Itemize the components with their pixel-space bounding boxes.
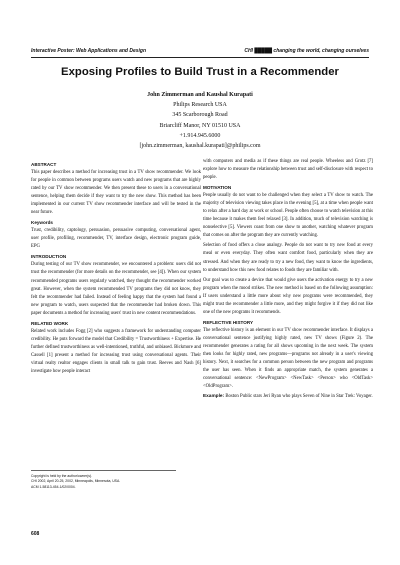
header-track: Interactive Poster: Web Applications and Design xyxy=(31,48,147,54)
motivation-paragraph-2: Selection of food offers a close analogy. People do not want to try new food at every meal or even everyday. They often want comfort food, particularly when they are stressed. And when they are ready to try a new food, they want to know the ingredients, to understand how this new food relates to foods they are familiar with. xyxy=(203,243,373,273)
copyright-notice xyxy=(31,470,176,490)
keywords-heading: Keywords xyxy=(31,220,53,226)
address-line-1: 345 Scarborough Road xyxy=(172,112,228,119)
affiliation: Philips Research USA xyxy=(173,102,227,109)
related-work-heading: RELATED WORK xyxy=(31,320,69,326)
abstract-heading: ABSTRACT xyxy=(31,162,57,167)
reflective-history-heading: REFLECTIVE HISTORY xyxy=(203,319,254,325)
left-column xyxy=(31,159,201,378)
example-label: Example: xyxy=(203,394,225,400)
page-number: 608 xyxy=(31,531,40,537)
related-work-text: Related work includes Fogg [2] who suggests a framework for understanding computer credibility. He puts forward the model that Credibility = Trustworthiness + Expertise. He further defined trustworthiness as well-intentioned, truthful, and unbiased. Bickmore and Cassell [1] present a method for increasing trust using conversational agents. Their virtual realty realtor engages clients in small talk to gain trust. Reeves and Nash [6] investigate how people interact xyxy=(31,328,201,374)
address-line-2: Briarcliff Manor, NY 01510 USA xyxy=(159,122,241,129)
email: [john.zimmerman, kaushal.kurapati]@philips.com xyxy=(139,143,261,150)
motivation-paragraph-1: People usually do not want to be challenged when they select a TV show to watch. The majority of television viewing takes place in the evening [5], at a time when people want to relax after a hard day at work or school. People often choose to watch television at this time because it makes them feel relaxed [3]. In addition, much of television watching is nonselective [5]. Viewers coast from one show to another, watching whatever program that comes on after the program they are currently watching. xyxy=(203,193,373,239)
keywords-text: Trust, credibility, captology, persuasion, persuasive computing, conversational agent, user profile, profiling, recommender, TV, interface design, electronic program guide, EPG xyxy=(31,228,201,250)
reflective-history-text: The reflective history is an element in our TV show recommender interface. It displays a conversational sentence justifying highly rated, new TV shows (Figure 2). The recommender generates a rating for all shows upcoming in the next week. The system then looks for highly rated, new programs—programs not already in a user's viewing history. Next, it searches for a common person between the new program and programs the user has seen. When it finds an appropriate match, the system generates a conversational sentence: <NewProgram> <NewTask> <Person> who <OldTask> <OldProgram>. xyxy=(203,327,373,390)
header-conference: CHI █████ changing the world, changing ourselves xyxy=(244,48,369,54)
author-block xyxy=(31,90,369,151)
copyright-line-1: Copyright is held by the author/owner(s). xyxy=(31,474,93,478)
right-column xyxy=(203,158,373,401)
example-sentence xyxy=(203,393,373,401)
introduction-text: During testing of our TV show recommender, we encountered a problem: users did not trust the recommender (for more details on the recommender, see [4]). When our system recommended programs users regularly watched, they thought the recommender worked great. However, when the system recommended TV programs they did not know, they felt the recommender had failed. Instead of feeling happy that the system had found a new program to watch, users suspected that the recommender had broken down. This paper documents a method for increasing users' trust in new content recommendations. xyxy=(31,262,201,316)
motivation-heading: MOTIVATION xyxy=(203,185,232,191)
paper-title: Exposing Profiles to Build Trust in a Recommender xyxy=(60,66,339,78)
phone: +1.914.945.6000 xyxy=(179,132,221,139)
conference-header xyxy=(31,47,369,58)
related-work-continued: with computers and media as if these things are real people. Wheeless and Grotz [7] explore how to measure the relationship between trust and self-disclosure with respect to people. xyxy=(203,159,373,181)
motivation-paragraph-3: Our goal was to create a device that would give users the activation energy to try a new program when the mood strikes. The new method is based on the following assumption: If users understand a little more about why new programs were recommended, they might trust the recommender a little more, and they might forgive it if they did not like one of the new programs it recommends. xyxy=(203,277,373,315)
copyright-line-3: ACM 1-58113-454-1/02/0004. xyxy=(31,484,76,489)
introduction-heading: INTRODUCTION xyxy=(31,254,67,260)
author-names: John Zimmerman and Kaushal Kurapati xyxy=(147,92,253,98)
abstract-text: This paper describes a method for increasing trust in a TV show recommender. We look for people in common between programs users watch and new programs that are highly rated by our TV show recommender. We then present these to users in a conversational sentence, helping them decide if they want to try the new show. This method has been implemented in our current TV show recommender interface and will be tested in the near future. xyxy=(31,170,201,216)
copyright-line-2: CHI 2002, April 20-25, 2002, Minneapolis, Minnesota, USA. xyxy=(31,479,121,484)
example-text: Boston Public stars Jeri Ryan who plays Seven of Nine in Star Trek: Voyager. xyxy=(225,394,373,400)
